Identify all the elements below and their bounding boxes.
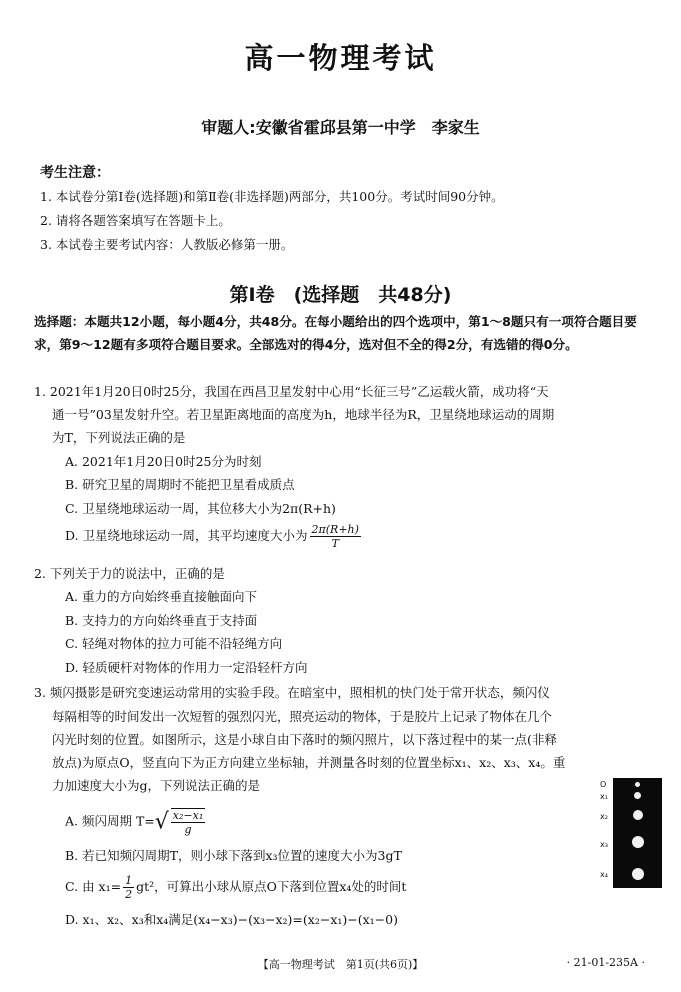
photo-label-x3: x₃ [600, 840, 608, 849]
q1-d-denominator: T [331, 537, 339, 550]
q3-option-c-post: gt²，可算出小球从原点O下落到位置x₄处的时间t [136, 879, 407, 894]
q3-stem-line-5: 力加速度大小为g，下列说法正确的是 [52, 778, 261, 793]
q3-option-b: B. 若已知频闪周期T，则小球下落到x₃位置的速度大小为3gT [65, 848, 402, 863]
q1-option-d-fraction [310, 523, 361, 550]
q3-a-numerator: x₂−x₁ [172, 809, 204, 822]
q3-option-d: D. x₁、x₂、x₃和x₄满足(x₄−x₃)−(x₃−x₂)=(x₂−x₁)−(x₁−0) [65, 912, 398, 927]
q3-option-c-pre: C. 由 x₁= [65, 879, 122, 894]
q3-stem-line-3: 闪光时刻的位置。如图所示，这是小球自由下落时的频闪照片，以下落过程中的某一点(非释 [52, 732, 557, 747]
photo-label-origin: O [600, 780, 607, 789]
q1-option-d-text: D. 卫星绕地球运动一周，其平均速度大小为 [65, 528, 308, 543]
q3-stem-line-1: 3. 频闪摄影是研究变速运动常用的实验手段。在暗室中，照相机的快门处于常开状态，频闪仪 [34, 685, 550, 700]
exam-code: · 21-01-235A · [566, 956, 645, 969]
notice-item-3: 3. 本试卷主要考试内容：人教版必修第一册。 [40, 237, 294, 252]
page-footer: 【高一物理考试 第1页(共6页)】 [257, 958, 424, 971]
q3-a-fraction [171, 808, 205, 836]
exam-title: 高一物理考试 [244, 41, 437, 75]
photo-label-x4: x₄ [600, 870, 608, 879]
ball-image-1 [634, 792, 641, 799]
q2-stem: 2. 下列关于力的说法中，正确的是 [34, 566, 225, 581]
photo-label-x2: x₂ [600, 812, 608, 821]
ball-image-2 [633, 810, 643, 820]
q3-c-fraction [123, 874, 134, 901]
q1-option-c: C. 卫星绕地球运动一周，其位移大小为2π(R+h) [65, 501, 336, 516]
notice-item-2: 2. 请将各题答案填写在答题卡上。 [40, 213, 231, 228]
q1-option-a: A. 2021年1月20日0时25分为时刻 [65, 454, 262, 469]
q3-a-denominator: g [184, 823, 192, 836]
q1-d-numerator: 2π(R+h) [311, 523, 359, 536]
q3-option-a-text: A. 频闪周期 T= [65, 813, 155, 829]
q3-a-sqrt [155, 808, 207, 836]
notice-heading: 考生注意： [40, 165, 110, 181]
q3-stem-line-2: 每隔相等的时间发出一次短暂的强烈闪光，照亮运动的物体，于是胶片上记录了物体在几个 [52, 709, 553, 724]
q2-option-c: C. 轻绳对物体的拉力可能不沿轻绳方向 [65, 636, 283, 651]
q1-stem-line-3: 为T，下列说法正确的是 [52, 430, 186, 445]
q1-stem-line-2: 通一号”03星发射升空。若卫星距离地面的高度为h，地球半径为R，卫星绕地球运动的周期 [52, 407, 555, 422]
ball-image-4 [632, 868, 644, 880]
q1-option-d [65, 523, 363, 550]
ball-image-0 [635, 782, 640, 787]
q1-option-b: B. 研究卫星的周期时不能把卫星看成质点 [65, 477, 295, 492]
q3-c-denominator: 2 [125, 888, 133, 901]
strobe-photo [600, 778, 662, 888]
q3-stem-line-4: 放点)为原点O，竖直向下为正方向建立坐标轴，并测量各时刻的位置坐标x₁、x₂、x₃、x₄。重 [52, 755, 566, 770]
section-instructions: 选择题：本题共12小题，每小题4分，共48分。在每小题给出的四个选项中，第1～8题只有一项符合题目要求，第9～12题有多项符合题目要求。全部选对的得4分，选对但不全的得2分，有选错的得0分。 [34, 314, 637, 352]
q2-option-b: B. 支持力的方向始终垂直于支持面 [65, 613, 258, 628]
q3-c-numerator: 1 [125, 874, 133, 887]
q3-option-c [65, 874, 406, 901]
notice-item-1: 1. 本试卷分第Ⅰ卷(选择题)和第Ⅱ卷(非选择题)两部分，共100分。考试时间90分钟。 [40, 189, 504, 204]
reviewer-line: 审题人:安徽省霍邱县第一中学 李家生 [201, 118, 480, 137]
ball-image-3 [632, 836, 644, 848]
section-heading: 第Ⅰ卷 (选择题 共48分) [229, 284, 452, 306]
photo-label-x1: x₁ [600, 792, 608, 801]
q3-option-a [65, 808, 207, 836]
q2-option-d: D. 轻质硬杆对物体的作用力一定沿轻杆方向 [65, 660, 308, 675]
q1-stem-line-1: 1. 2021年1月20日0时25分，我国在西昌卫星发射中心用“长征三号”乙运载火箭，成功将“天 [34, 384, 549, 399]
q2-option-a: A. 重力的方向始终垂直接触面向下 [65, 589, 257, 604]
sqrt-icon: √ [154, 809, 169, 835]
